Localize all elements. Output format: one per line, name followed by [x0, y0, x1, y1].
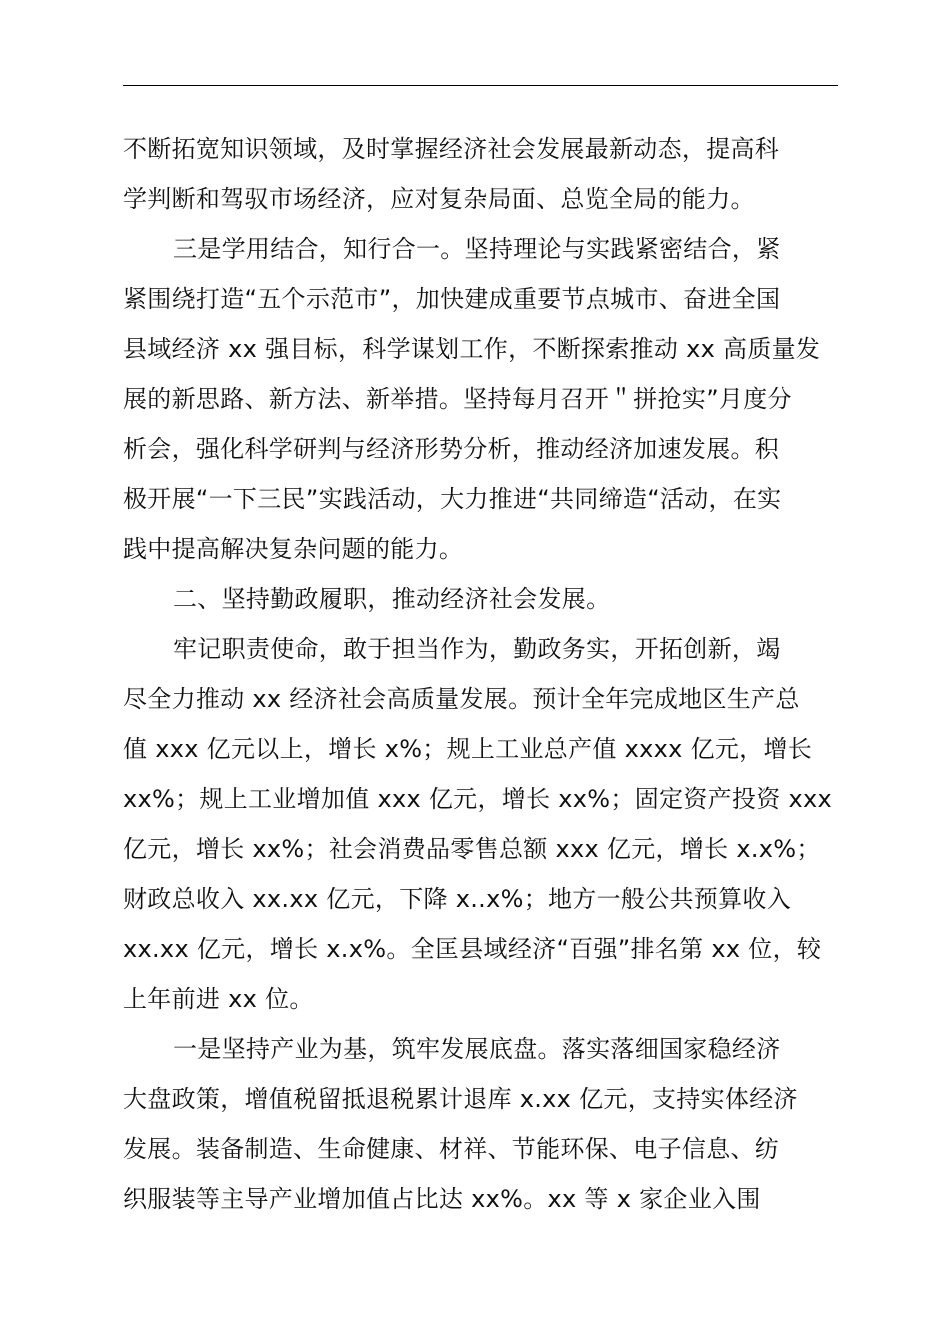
text-line: 践中提高解决复杂问题的能力。: [123, 535, 464, 563]
text-line: 极开展“一下三民”实践活动，大力推进“共同缔造“活动，在实: [123, 485, 782, 513]
document-body: [123, 124, 838, 1224]
text-line: 析会，强化科学研判与经济形势分析，推动经济加速发展。积: [123, 435, 780, 463]
text-line: 织服装等主导产业增加值占比达 xx%。xx 等 x 家企业入围: [123, 1185, 761, 1213]
text-line: 紧围绕打造“五个示范市”，加快建成重要节点城市、奋进全国: [123, 285, 781, 313]
text-line: 展的新思路、新方法、新举措。坚持每月召开＂拼抢实”月度分: [123, 385, 792, 413]
text-line: 财政总收入 xx.xx 亿元，下降 x..x%；地方一般公共预算收入: [123, 885, 791, 913]
text-line: 不断拓宽知识领域，及时掌握经济社会发展最新动态，提高科: [123, 135, 780, 163]
paragraph-heading-chan-ye-wei-ji: 一是坚持产业为基，筑牢发展底盘。落实落细国家稳经济: [173, 1035, 781, 1063]
text-line: 牢记职责使命，敢于担当作为，勤政务实，开拓创新，竭: [173, 635, 781, 663]
paragraph-heading-xue-yong-jie-he: 三是学用结合，知行合一。坚持理论与实践紧密结合，紧: [173, 235, 781, 263]
text-line: 大盘政策，增值税留抵退税累计退库 x.xx 亿元，支持实体经济: [123, 1085, 798, 1113]
text-line: 值 xxx 亿元以上，增长 x%；规上工业总产值 xxxx 亿元，增长: [123, 735, 813, 763]
text-line: 学判断和驾驭市场经济，应对复杂局面、总览全局的能力。: [123, 185, 755, 213]
text-line: 亿元，增长 xx%；社会消费品零售总额 xxx 亿元，增长 x.x%；: [123, 835, 821, 863]
header-divider: [123, 85, 838, 86]
text-line: xx%；规上工业增加值 xxx 亿元，增长 xx%；固定资产投资 xxx: [123, 785, 832, 813]
text-line: 发展。装备制造、生命健康、材祥、节能环保、电子信息、纺: [123, 1135, 780, 1163]
section-heading-qin-zheng-lv-zhi: 二、坚持勤政履职，推动经济社会发展。: [173, 585, 611, 613]
text-line: 上年前进 xx 位。: [123, 985, 314, 1013]
text-line: 尽全力推动 xx 经济社会高质量发展。预计全年完成地区生产总: [123, 685, 800, 713]
text-line: xx.xx 亿元，增长 x.x%。全匡县域经济“百强”排名第 xx 位，较: [123, 935, 822, 963]
text-line: 县域经济 xx 强目标，科学谋划工作，不断探索推动 xx 高质量发: [123, 335, 821, 363]
